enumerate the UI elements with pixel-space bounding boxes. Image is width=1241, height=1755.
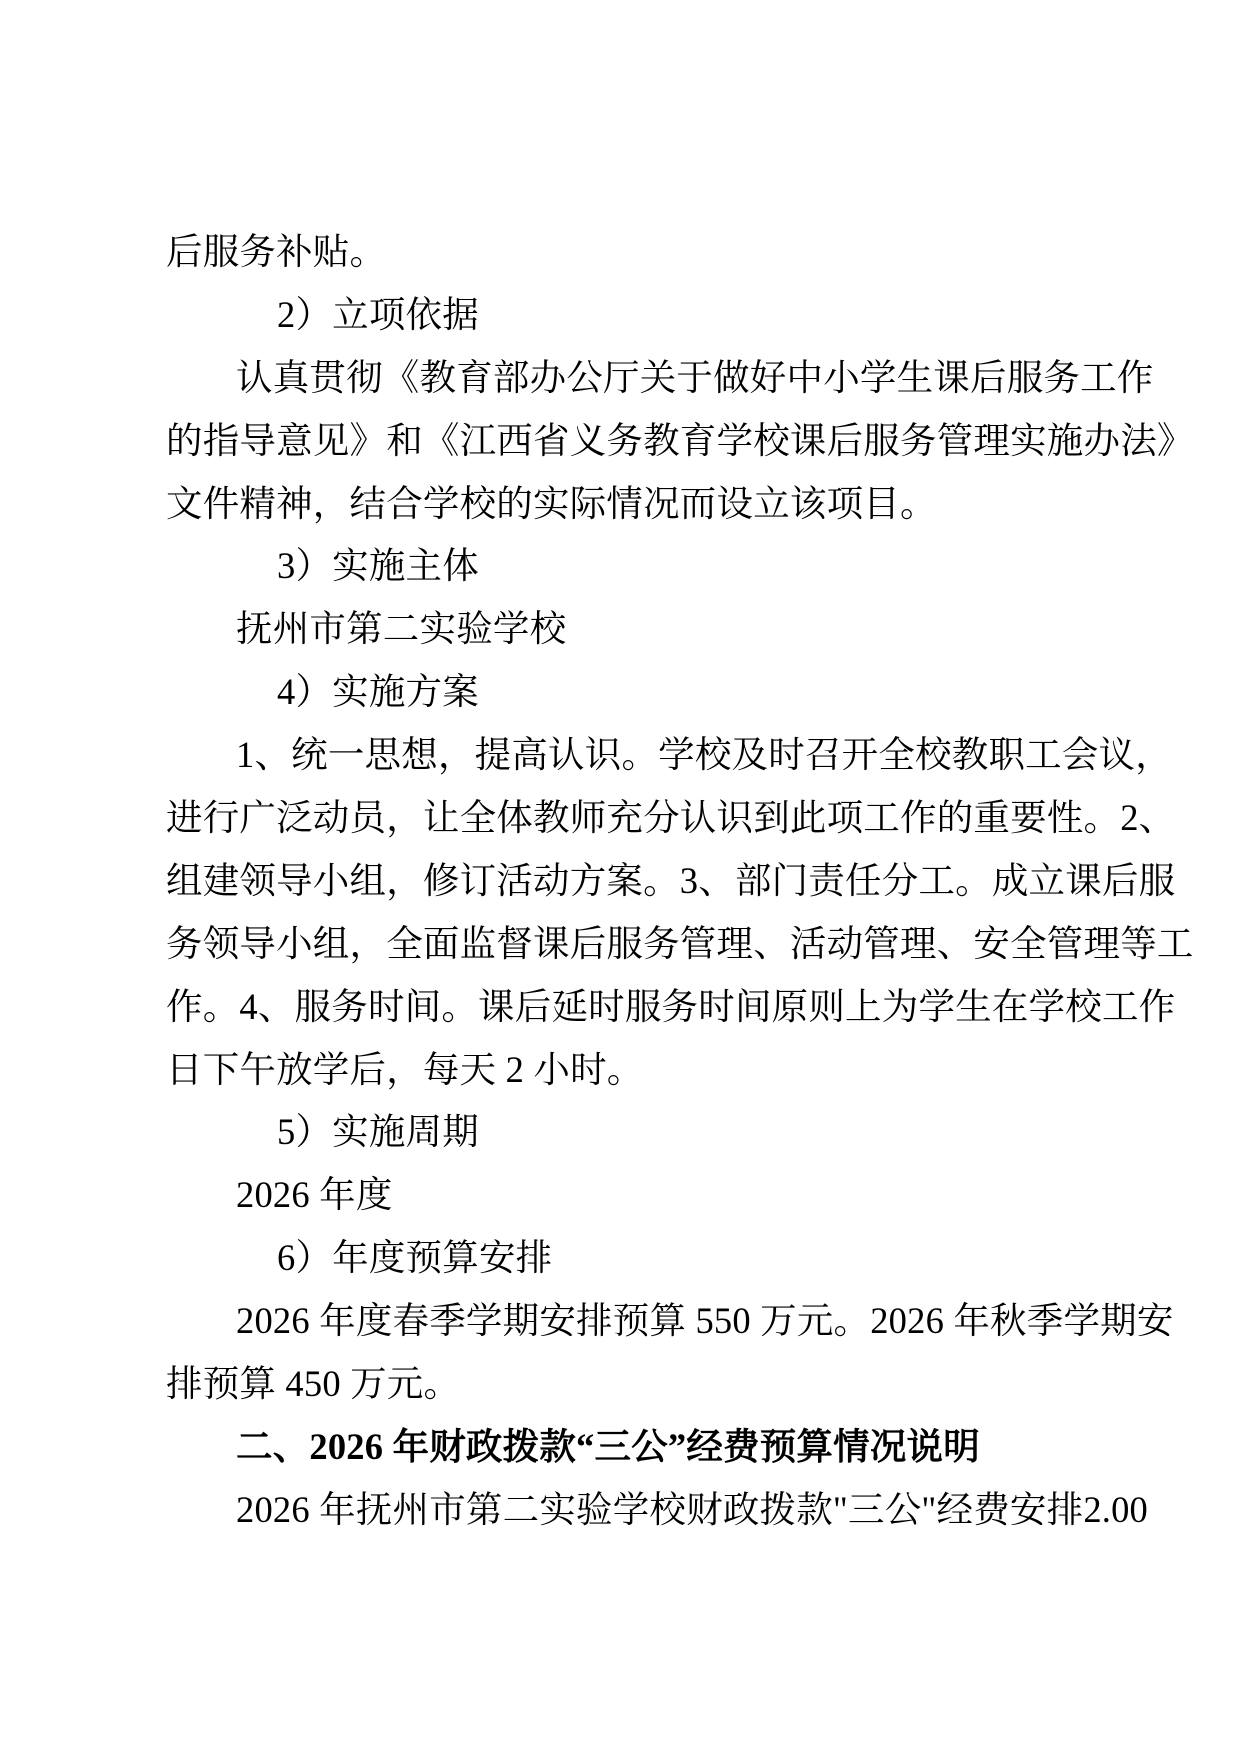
text-line: 的指导意见》和《江西省义务教育学校课后服务管理实施办法》 [166,419,1194,461]
text-line: 4）实施方案 [277,671,479,713]
text-line: 5）实施周期 [277,1111,479,1153]
text-line: 后服务补贴。 [166,231,387,272]
text-line: 2026 年度春季学期安排预算 550 万元。2026 年秋季学期安 [236,1300,1174,1342]
text-line: 2026 年度 [236,1174,393,1216]
text-line: 进行广泛动员，让全体教师充分认识到此项工作的重要性。2、 [166,797,1176,839]
text-line: 1、统一思想，提高认识。学校及时召开全校教职工会议， [236,734,1172,776]
text-line: 文件精神，结合学校的实际情况而设立该项目。 [166,482,937,524]
text-line: 3）实施主体 [277,545,479,587]
text-line: 2）立项依据 [277,293,479,335]
document-body [166,221,1194,1542]
text-line: 抚州市第二实验学校 [236,608,567,650]
text-line: 认真贯彻《教育部办公厅关于做好中小学生课后服务工作 [236,356,1154,398]
text-line: 日下午放学后，每天 2 小时。 [166,1048,644,1090]
text-line: 作。4、服务时间。课后延时服务时间原则上为学生在学校工作 [166,985,1176,1027]
text-line: 排预算 450 万元。 [166,1363,461,1405]
text-line: 组建领导小组，修订活动方案。3、部门责任分工。成立课后服 [166,859,1176,901]
text-line: 2026 年抚州市第二实验学校财政拨款"三公"经费安排2.00 [236,1488,1148,1530]
text-line: 务领导小组，全面监督课后服务管理、活动管理、安全管理等工 [166,922,1194,964]
text-line: 6）年度预算安排 [277,1237,553,1279]
section-heading: 二、2026 年财政拨款“三公”经费预算情况说明 [236,1425,980,1467]
